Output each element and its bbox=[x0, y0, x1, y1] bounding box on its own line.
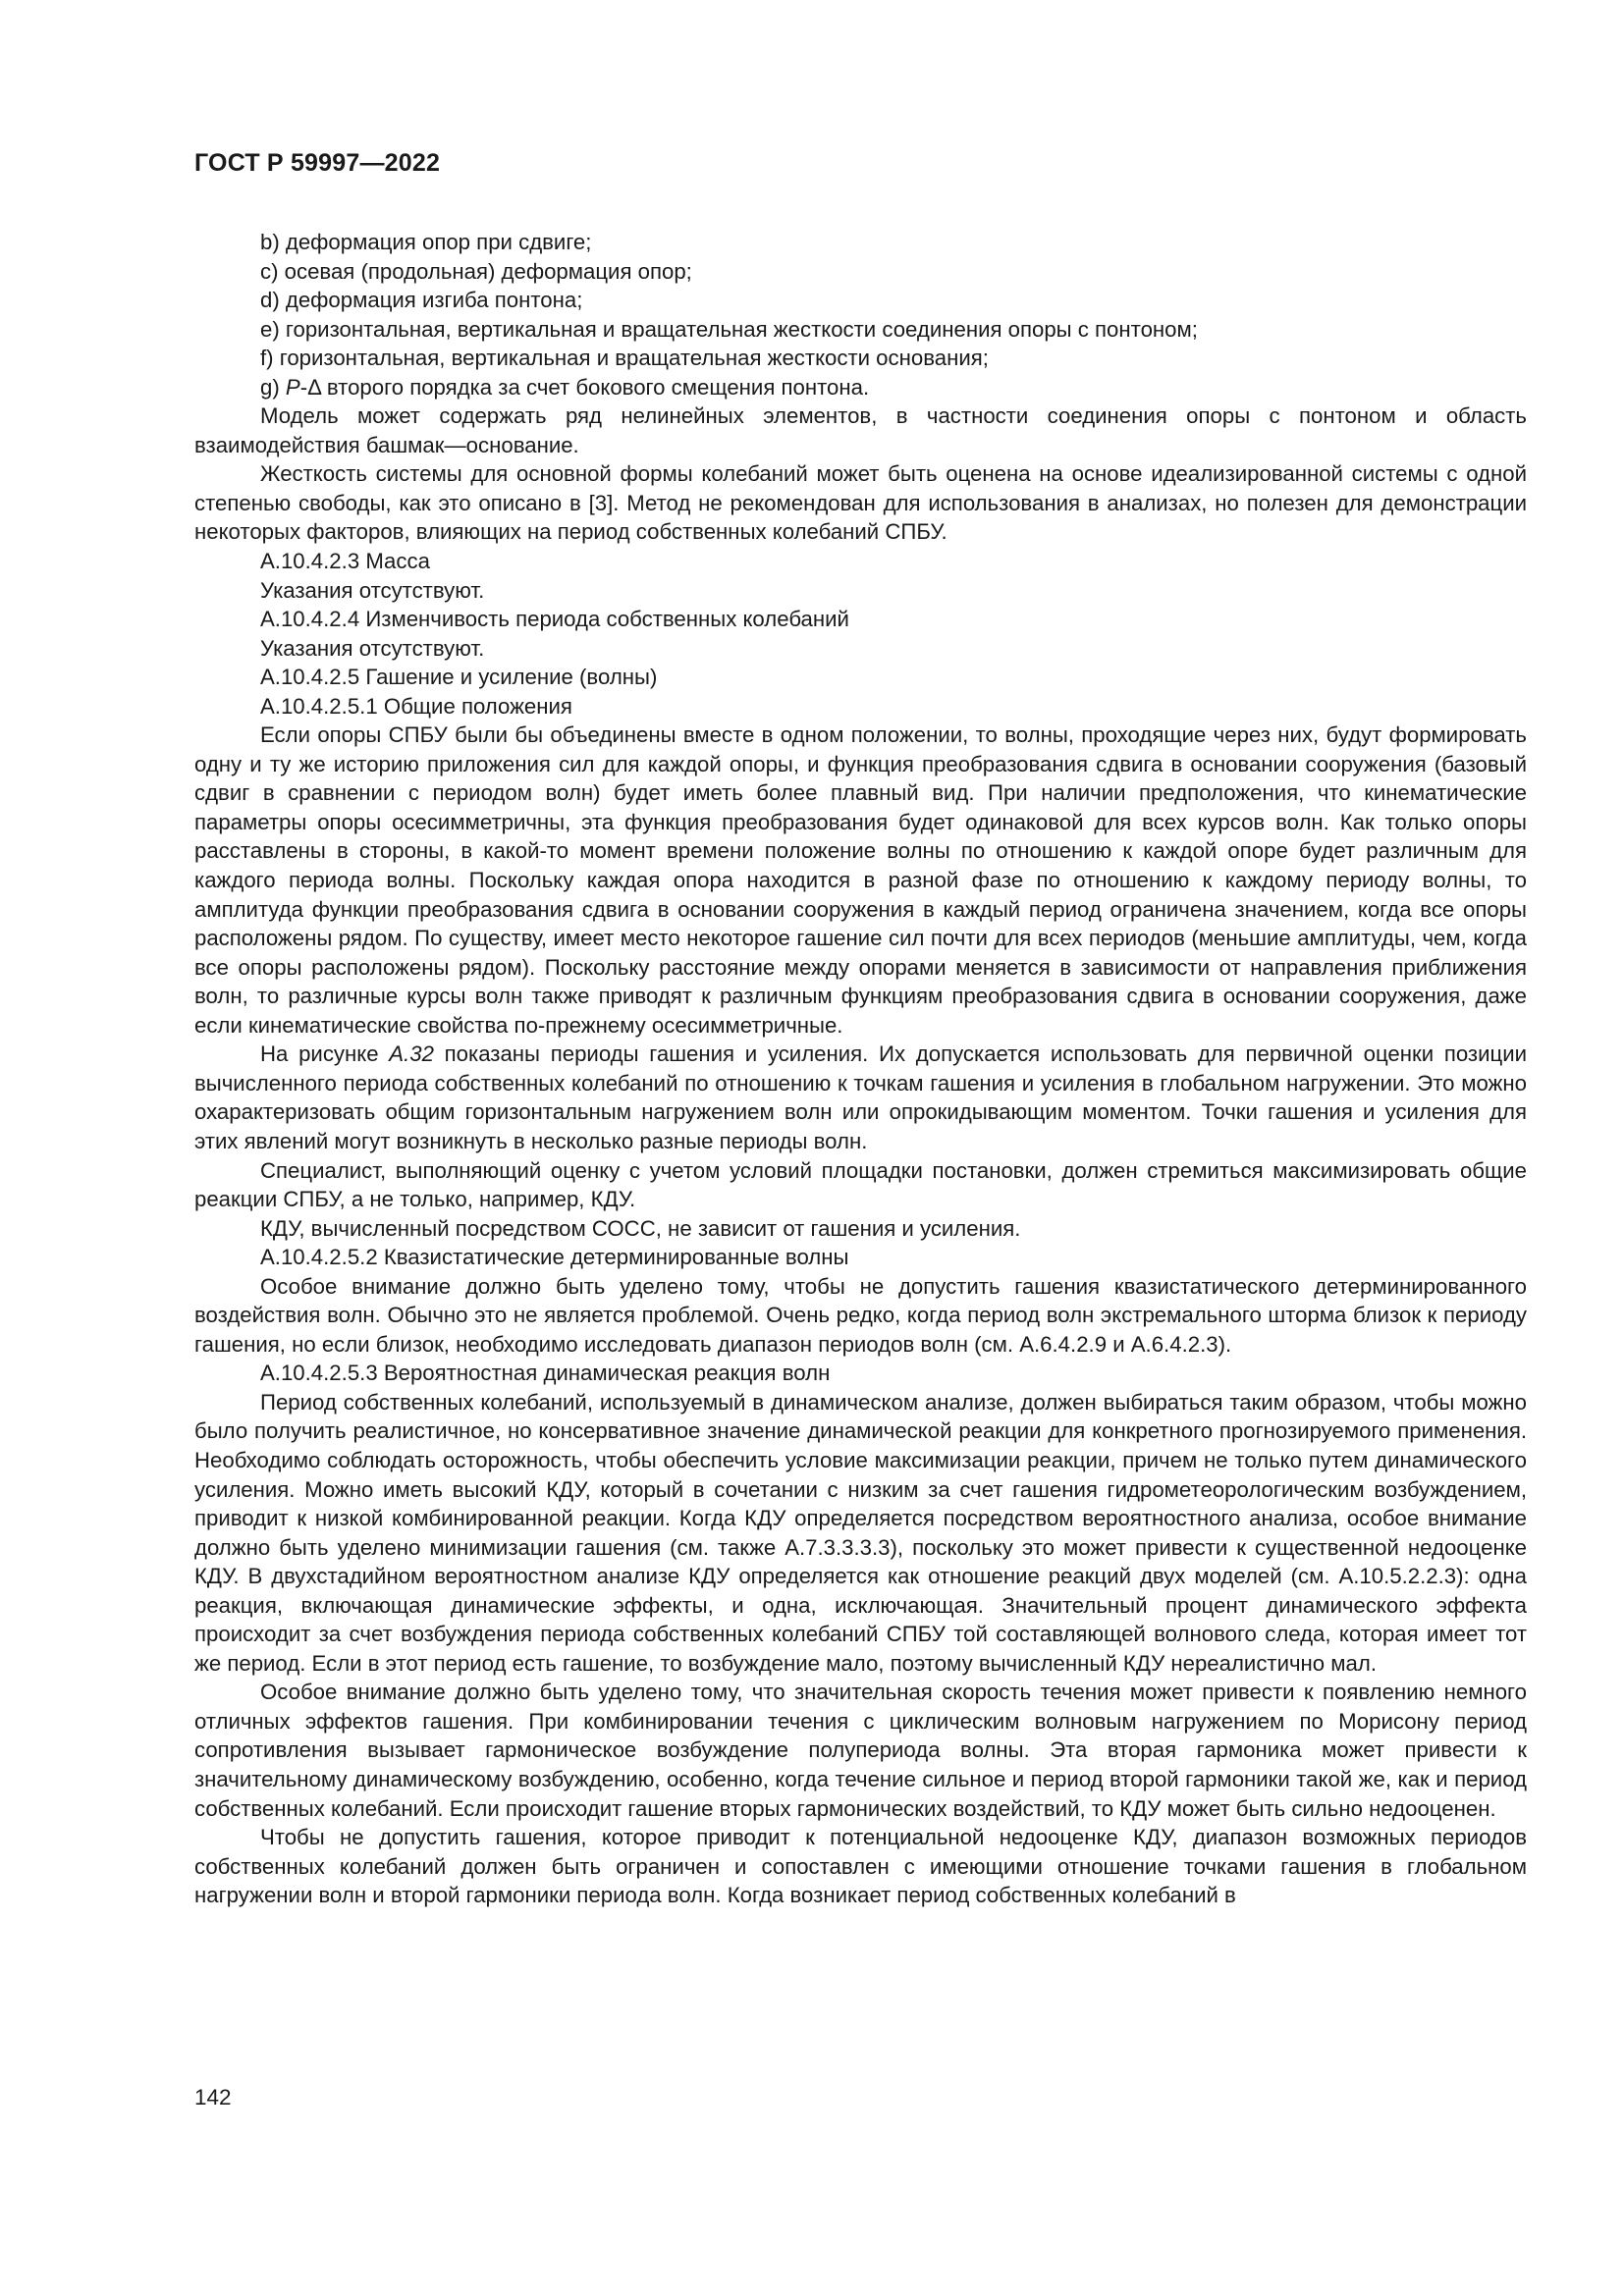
list-item-g-prefix: g) bbox=[260, 374, 286, 400]
paragraph: Особое внимание должно быть уделено тому, что значительная скорость течения может привести к появлению немного отличных эффектов гашения. При комбинировании течения с циклическим волновым нагружением по Морисону период сопротивления вызывает гармоническое возбуждение полупериода волны. Эта вторая гармоника может привести к значительному динамическому возбуждению, особенно, когда течение сильное и период второй гармоники такой же, как и период собственных колебаний. Если происходит гашение вторых гармонических воздействий, то КДУ может быть сильно недооценен. bbox=[194, 1680, 1527, 1821]
list-item-g bbox=[194, 373, 1527, 402]
paragraph-text: показаны периоды гашения и усиления. Их допускается использовать для первичной оценки позиции вычисленного периода собственных колебаний по отношению к точкам гашения и усиления в глобальном нагружении. Это можно охарактеризовать общим горизонтальным нагружением волн или опрокидывающим моментом. Точки гашения и усиления для этих явлений могут возникнуть в несколько разные периоды волн. bbox=[194, 1041, 1527, 1153]
paragraph: Указания отсутствуют. bbox=[260, 577, 485, 603]
paragraph-prefix: На рисунке bbox=[260, 1041, 390, 1067]
figure-reference: А.32 bbox=[389, 1041, 434, 1067]
paragraph: КДУ, вычисленный посредством СОСС, не зависит от гашения и усиления. bbox=[260, 1215, 1021, 1241]
paragraph bbox=[194, 1040, 1527, 1155]
list-item-d: d) деформация изгиба понтона; bbox=[260, 288, 583, 313]
list-item-g-text: -Δ второго порядка за счет бокового смещения понтона. bbox=[299, 374, 870, 400]
list-item-e: e) горизонтальная, вертикальная и вращательная жесткости соединения опоры с понтоном; bbox=[260, 316, 1198, 342]
paragraph: Если опоры СПБУ были бы объединены вместе в одном положении, то волны, проходящие через них, будут формировать одну и ту же историю приложения сил для каждой опоры, и функция преобразования сдвига в основании сооружения (базовый сдвиг в сравнении с периодом волн) будет иметь более плавный вид. При наличии предположения, что кинематические параметры опоры осесимметричны, эта функция преобразования будет одинаковой для всех курсов волн. Как только опоры расставлены в стороны, в какой-то момент времени положение волны по отношению к каждой опоре будет различным для каждого периода волны. Поскольку каждая опора находится в разной фазе по отношению к каждому периоду волны, то амплитуда функции преобразования сдвига в основании сооружения в каждый период ограничена значением, когда все опоры расположены рядом. По существу, имеет место некоторое гашение сил почти для всех периодов (меньшие амплитуды, чем, когда все опоры расположены рядом). Поскольку расстояние между опорами меняется в зависимости от направления приближения волн, то различные курсы волн также приводят к различным функциям преобразования сдвига в основании сооружения, даже если кинематические свойства по-прежнему осесимметричные. bbox=[194, 722, 1527, 1038]
paragraph: Модель может содержать ряд нелинейных элементов, в частности соединения опоры с понтоном и область взаимодействия башмак—основание. bbox=[194, 403, 1527, 457]
section-heading: А.10.4.2.5.3 Вероятностная динамическая реакция волн bbox=[260, 1361, 831, 1386]
p-delta-symbol: P bbox=[285, 374, 300, 400]
document-body bbox=[194, 228, 1527, 1910]
section-heading: А.10.4.2.5 Гашение и усиление (волны) bbox=[260, 665, 658, 690]
paragraph: Указания отсутствуют. bbox=[260, 635, 485, 661]
paragraph: Чтобы не допустить гашения, которое приводит к потенциальной недооценке КДУ, диапазон возможных периодов собственных колебаний должен быть ограничен и сопоставлен с имеющими отношение точками гашения в глобальном нагружении волн и второй гармоники периода волн. Когда возникает период собственных колебаний в bbox=[194, 1825, 1527, 1908]
paragraph: Особое внимание должно быть уделено тому, чтобы не допустить гашения квазистатического детерминированного воздействия волн. Обычно это не является проблемой. Очень редко, когда период волн экстремального шторма близок к периоду гашения, но если близок, необходимо исследовать диапазон периодов волн (см. А.6.4.2.9 и А.6.4.2.3). bbox=[194, 1273, 1527, 1357]
section-heading: А.10.4.2.4 Изменчивость периода собственных колебаний bbox=[260, 607, 849, 632]
list-item-b: b) деформация опор при сдвиге; bbox=[260, 230, 592, 254]
paragraph: Период собственных колебаний, используемый в динамическом анализе, должен выбираться таким образом, чтобы можно было получить реалистичное, но консервативное значение динамической реакции для конкретного прогнозируемого применения. Необходимо соблюдать осторожность, чтобы обеспечить условие максимизации реакции, причем не только путем динамического усиления. Можно иметь высокий КДУ, который в сочетании с низким за счет гашения гидрометеорологическим возбуждением, приводит к низкой комбинированной реакции. Когда КДУ определяется посредством вероятностного анализа, особое внимание должно быть уделено минимизации гашения (см. также А.7.3.3.3.3), поскольку это может привести к существенной недооценке КДУ. В двухстадийном вероятностном анализе КДУ определяется как отношение реакций двух моделей (см. А.10.5.2.2.3): одна реакция, включающая динамические эффекты, и одна, исключающая. Значительный процент динамического эффекта происходит за счет возбуждения периода собственных колебаний СПБУ той составляющей волнового следа, которая имеет тот же период. Если в этот период есть гашение, то возбуждение мало, поэтому вычисленный КДУ нереалистично мал. bbox=[194, 1389, 1527, 1676]
paragraph: Жесткость системы для основной формы колебаний может быть оценена на основе идеализированной системы с одной степенью свободы, как это описано в [3]. Метод не рекомендован для использования в анализах, но полезен для демонстрации некоторых факторов, влияющих на период собственных колебаний СПБУ. bbox=[194, 461, 1527, 545]
document-header-title: ГОСТ Р 59997—2022 bbox=[194, 149, 441, 177]
list-item-f: f) горизонтальная, вертикальная и вращательная жесткости основания; bbox=[260, 346, 989, 371]
paragraph: Специалист, выполняющий оценку с учетом условий площадки постановки, должен стремиться максимизировать общие реакции СПБУ, а не только, например, КДУ. bbox=[194, 1157, 1527, 1212]
section-heading: А.10.4.2.3 Масса bbox=[260, 549, 430, 574]
page-number: 142 bbox=[194, 2085, 232, 2109]
section-heading: А.10.4.2.5.2 Квазистатические детерминированные волны bbox=[260, 1245, 849, 1270]
section-heading: А.10.4.2.5.1 Общие положения bbox=[260, 693, 572, 719]
list-item-c: c) осевая (продольная) деформация опор; bbox=[260, 258, 692, 284]
